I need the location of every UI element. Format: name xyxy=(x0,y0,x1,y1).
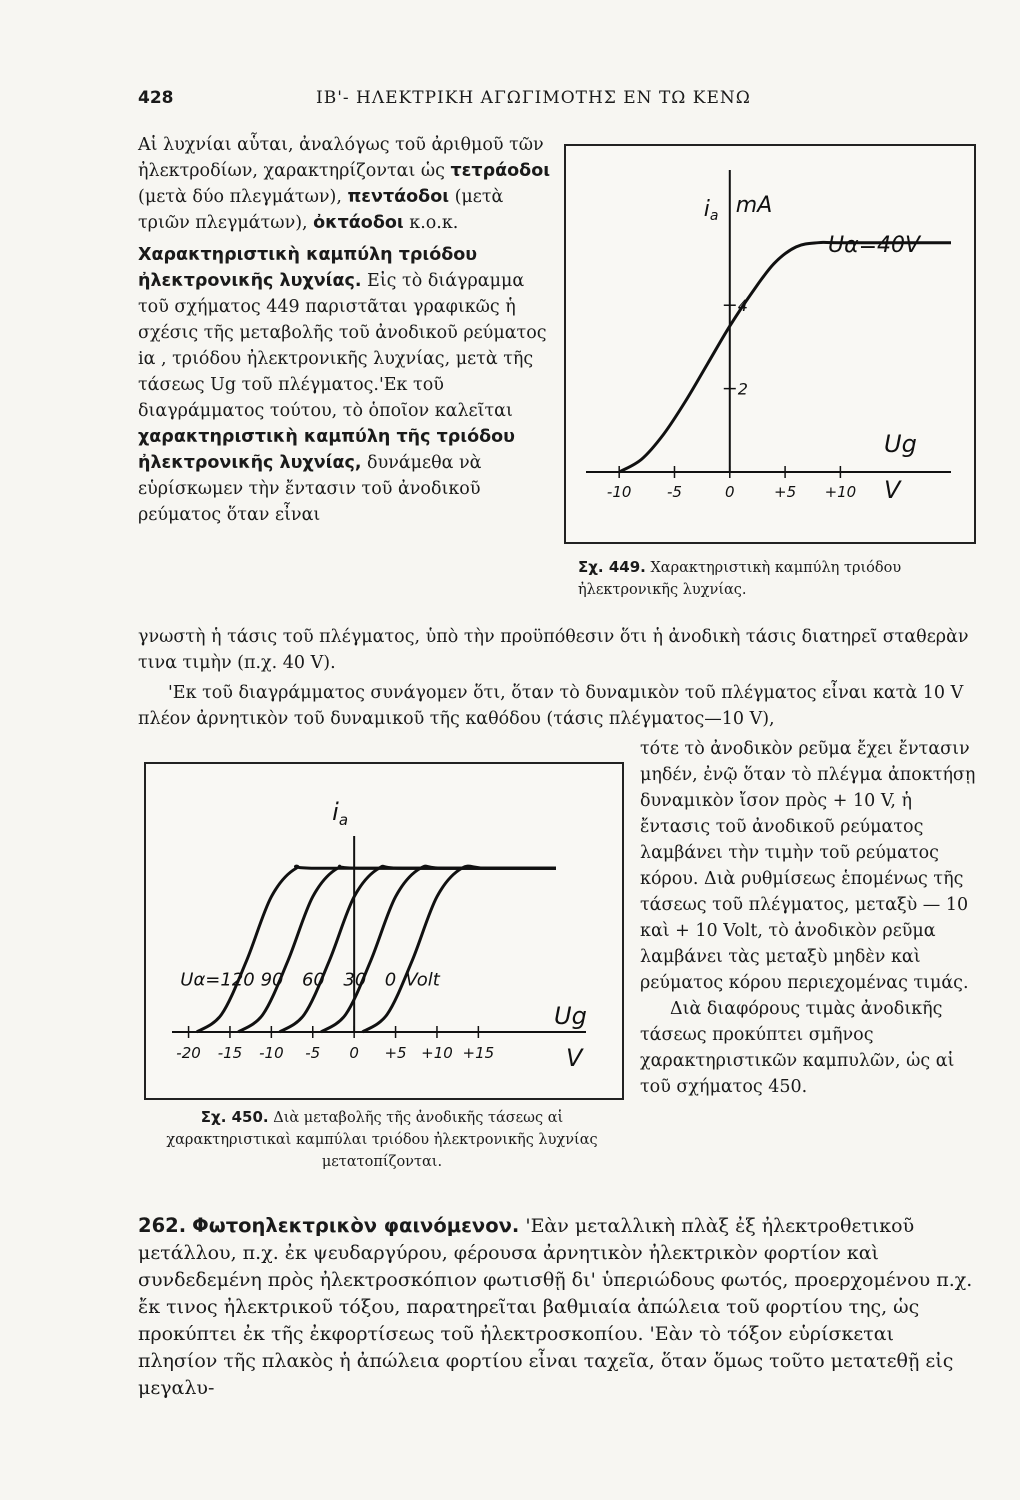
running-title: ΙΒ'- ΗΛΕΚΤΡΙΚΗ ΑΓΩΓΙΜΟΤΗΣ ΕΝ ΤΩ ΚΕΝΩ xyxy=(316,88,751,108)
series-label: Uα=40V xyxy=(828,233,921,258)
section-262-title: Φωτοηλεκτρικὸν φαινόμενον. xyxy=(192,1214,520,1237)
curve-label: 0 xyxy=(384,969,397,991)
y-unit-label: mA xyxy=(735,193,773,218)
char-curve-text-a: Εἰς τὸ διάγραμμα τοῦ σχήματος 449 παριστᾶται γραφικῶς ἡ σχέσις τῆς μεταβολῆς τοῦ ἀνοδικοῦ ρεύματος iα , τριόδου ἠλεκτρονικῆς λυχνίας, μετὰ τῆς τάσεως Ug τοῦ πλέγματος.'Εκ τοῦ διαγράμματος τούτου, τὸ ὁποῖον καλεῖται xyxy=(138,271,547,421)
figure-449-box xyxy=(564,144,976,544)
x-tick-label: -5 xyxy=(305,1044,321,1062)
term-tetrodes: τετράοδοι xyxy=(450,161,551,181)
x-axis-name: Ug xyxy=(554,1002,587,1030)
figure-449-caption-label: Σχ. 449. xyxy=(578,558,646,576)
x-tick-label: 0 xyxy=(725,483,735,501)
x-tick-label: -10 xyxy=(259,1044,284,1062)
x-axis-unit: V xyxy=(566,1044,583,1072)
section-262-number: 262. xyxy=(138,1214,187,1237)
x-tick-label: -20 xyxy=(176,1044,201,1062)
x-tick-label: 0 xyxy=(349,1044,359,1062)
figure-450-box xyxy=(144,762,624,1100)
intro-text-c: (μετὰ τριῶν πλεγμάτων), xyxy=(138,187,504,233)
x-axis-name: Ug xyxy=(884,430,917,458)
figure-450-caption-text: Διὰ μεταβολῆς τῆς ἀνοδικῆς τάσεως αἱ χαρακτηριστικαὶ καμπύλαι τριόδου ἠλεκτρονικῆς λυχνίας μετατοπίζονται. xyxy=(166,1110,598,1170)
page-number: 428 xyxy=(138,88,174,108)
right-column xyxy=(640,736,978,1100)
term-pentodes: πεντάοδοι xyxy=(347,187,450,207)
y-tick-label: 2 xyxy=(737,379,748,399)
curve-label: 90 xyxy=(260,969,284,991)
char-curve-heading: Χαρακτηριστικὴ καμπύλη τριόδου ἠλεκτρονικῆς λυχνίας. xyxy=(138,245,478,291)
x-tick-label: +10 xyxy=(421,1044,453,1062)
figure-450-chart xyxy=(146,764,622,1098)
curve-label: Uα=120 xyxy=(180,969,255,991)
char-curve-continuation: γνωστὴ ἡ τάσις τοῦ πλέγματος, ὑπὸ τὴν προϋπόθεσιν ὅτι ἡ ἀνοδικὴ τάσις διατηρεῖ σταθερὰν τινα τιμὴν (π.χ. 40 V). xyxy=(138,627,969,673)
intro-text-d: κ.ο.κ. xyxy=(403,213,459,233)
paragraph-3-a: 'Εκ τοῦ διαγράμματος συνάγομεν ὅτι, ὅταν τὸ δυναμικὸν τοῦ πλέγματος εἶναι κατὰ 10 V πλέον ἀρνητικὸν τοῦ δυναμικοῦ τῆς καθόδου (τάσις πλέγματος—10 V), xyxy=(138,683,964,729)
curve-label: Volt xyxy=(405,969,440,991)
intro-text-a: Αἱ λυχνίαι αὗται, ἀναλόγως τοῦ ἀριθμοῦ τῶν ἠλεκτροδίων, χαρακτηρίζονται ὡς xyxy=(138,135,544,181)
section-262 xyxy=(138,1212,978,1402)
x-tick-label: +5 xyxy=(384,1044,407,1062)
paragraph-3-b: τότε τὸ ἀνοδικὸν ρεῦμα ἔχει ἔντασιν μηδέν, ἐνῷ ὅταν τὸ πλέγμα ἀποκτήσῃ δυναμικὸν ἴσον πρὸς + 10 V, ἡ ἔντασις τοῦ ἀνοδικοῦ ρεύματος λαμβάνει τὴν τιμὴν τοῦ ρεύματος κόρου. Διὰ ρυθμίσεως ἑπομένως τῆς τάσεως τοῦ πλέγματος, μεταξὺ — 10 καὶ + 10 Volt, τὸ ἀνοδικὸν ρεῦμα λαμβάνει τὰς μεταξὺ μηδὲν καὶ ρεύματος κόρου περιεχομένας τιμάς. xyxy=(640,739,976,993)
figure-450-caption xyxy=(144,1106,620,1173)
figure-450-caption-label: Σχ. 450. xyxy=(200,1108,269,1126)
left-column xyxy=(138,132,556,528)
x-tick-label: +10 xyxy=(824,483,857,501)
x-axis-unit: V xyxy=(884,476,901,504)
family-curve xyxy=(362,866,556,1032)
term-octodes: ὀκτάοδοι xyxy=(313,213,404,233)
y-axis-label: ia xyxy=(703,197,719,224)
paragraph-3-c: Διὰ διαφόρους τιμὰς ἀνοδικῆς τάσεως προκύπτει σμῆνος χαρακτηριστικῶν καμπυλῶν, ὡς αἱ τοῦ σχήματος 450. xyxy=(640,999,955,1097)
section-262-text: 'Εὰν μεταλλικὴ πλὰξ ἐξ ἠλεκτροθετικοῦ μετάλλου, π.χ. ἐκ ψευδαργύρου, φέρουσα ἀρνητικὸν ἠλεκτρικὸν φορτίον καὶ συνδεδεμένη πρὸς ἠλεκτροσκόπιον φωτισθῇ δι' ὑπεριώδους φωτός, προερχομένου π.χ. ἔκ τινος ἠλεκτρικοῦ τόξου, παρατηρεῖται βαθμιαία ἀπώλεια τοῦ φορτίου της, ὡς προκύπτει ἐκ τῆς ἐκφορτίσεως τοῦ ἠλεκτροσκοπίου. 'Εὰν τὸ τόξον εὑρίσκεται πλησίον τῆς πλακὸς ἡ ἀπώλεια φορτίου εἶναι ταχεῖα, ὅταν ὅμως τοῦτο μετατεθῇ εἰς μεγαλυ- xyxy=(138,1215,973,1399)
x-tick-label: +5 xyxy=(774,483,797,501)
y-axis-label: $i_a$ xyxy=(332,798,349,829)
x-tick-label: -5 xyxy=(667,483,682,501)
intro-paragraph xyxy=(138,132,556,236)
curve-label: 30 xyxy=(343,969,367,991)
char-curve-term: χαρακτηριστικὴ καμπύλη τῆς τριόδου ἠλεκτρονικῆς λυχνίας, xyxy=(138,427,515,473)
char-curve-text-b: δυνάμεθα νὰ εὑρίσκωμεν τὴν ἔντασιν τοῦ ἀνοδικοῦ ρεύματος ὅταν εἶναι xyxy=(138,453,482,525)
y-tick-label: 4 xyxy=(737,296,748,316)
curve-label: 60 xyxy=(301,969,325,991)
intro-text-b: (μετὰ δύο πλεγμάτων), xyxy=(138,187,348,207)
figure-449-caption xyxy=(578,556,978,601)
x-tick-label: +15 xyxy=(462,1044,495,1062)
x-tick-label: -10 xyxy=(606,483,632,501)
char-curve-paragraph xyxy=(138,242,556,528)
x-tick-label: -15 xyxy=(217,1044,243,1062)
figure-449-chart xyxy=(566,146,974,542)
figure-449-caption-text: Χαρακτηριστικὴ καμπύλη τριόδου ἠλεκτρονικῆς λυχνίας. xyxy=(578,560,902,598)
